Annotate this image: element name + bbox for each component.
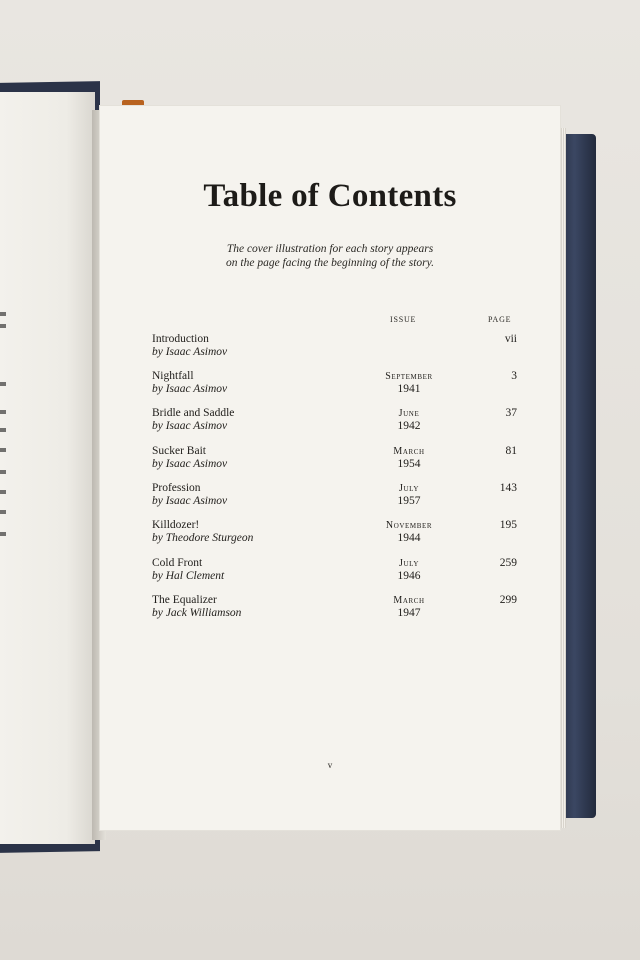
issue-month: July	[399, 483, 419, 494]
issue-year: 1947	[397, 607, 421, 619]
issue-month: September	[385, 371, 433, 382]
issue-month: March	[393, 446, 425, 457]
story-author: by Isaac Asimov	[152, 458, 228, 470]
text-fragment	[0, 312, 6, 316]
page-number: 259	[499, 557, 517, 569]
story-title: Introduction	[152, 333, 209, 345]
toc-entry	[152, 557, 517, 587]
issue-year: 1944	[397, 532, 421, 544]
story-title: Profession	[152, 482, 201, 494]
story-title: Nightfall	[152, 370, 194, 382]
story-title: The Equalizer	[152, 594, 217, 606]
text-fragment	[0, 382, 6, 386]
story-author: by Isaac Asimov	[152, 383, 228, 395]
issue-year: 1957	[397, 495, 421, 507]
text-fragment	[0, 428, 6, 432]
page-subtitle	[100, 242, 560, 270]
issue-month: March	[393, 595, 425, 606]
page-number: vii	[504, 333, 517, 345]
text-fragment	[0, 324, 6, 328]
toc-entry	[152, 519, 517, 549]
toc-entry	[152, 407, 517, 437]
issue-month: June	[398, 408, 420, 419]
story-author: by Isaac Asimov	[152, 420, 228, 432]
story-title: Sucker Bait	[152, 445, 206, 457]
issue-month: July	[399, 558, 419, 569]
column-header-issue: ISSUE	[390, 315, 417, 324]
page-number: 37	[505, 407, 517, 419]
issue-year: 1941	[397, 383, 421, 395]
story-author: by Jack Williamson	[152, 607, 242, 619]
toc-entry	[152, 370, 517, 400]
page-title: Table of Contents	[203, 178, 457, 214]
text-fragment	[0, 510, 6, 514]
text-fragment	[0, 448, 6, 452]
toc-entry	[152, 445, 517, 475]
text-fragment	[0, 470, 6, 474]
toc-entry	[152, 482, 517, 512]
page-number: 299	[499, 594, 517, 606]
subtitle-line: The cover illustration for each story appears	[226, 243, 434, 255]
story-title: Killdozer!	[152, 519, 200, 531]
page-number: 195	[499, 519, 517, 531]
story-author: by Isaac Asimov	[152, 346, 228, 358]
issue-year: 1946	[397, 570, 421, 582]
story-author: by Theodore Sturgeon	[152, 532, 254, 544]
page-number: 3	[511, 370, 517, 382]
issue-year: 1954	[397, 458, 421, 470]
page-number: 143	[499, 482, 517, 494]
left-page	[0, 92, 95, 844]
issue-month: November	[385, 520, 433, 531]
text-fragment	[0, 532, 6, 536]
toc-entry	[152, 594, 517, 624]
column-header-page: PAGE	[488, 315, 512, 324]
story-author: by Isaac Asimov	[152, 495, 228, 507]
page-number: 81	[505, 445, 517, 457]
story-title: Cold Front	[152, 557, 203, 569]
story-title: Bridle and Saddle	[152, 407, 235, 419]
toc-page	[100, 106, 560, 830]
issue-year: 1942	[397, 420, 421, 432]
toc-entry	[152, 333, 517, 363]
folio-page-number: v	[327, 760, 333, 770]
text-fragment	[0, 410, 6, 414]
subtitle-line: on the page facing the beginning of the story.	[226, 257, 434, 269]
text-fragment	[0, 490, 6, 494]
story-author: by Hal Clement	[152, 570, 225, 582]
